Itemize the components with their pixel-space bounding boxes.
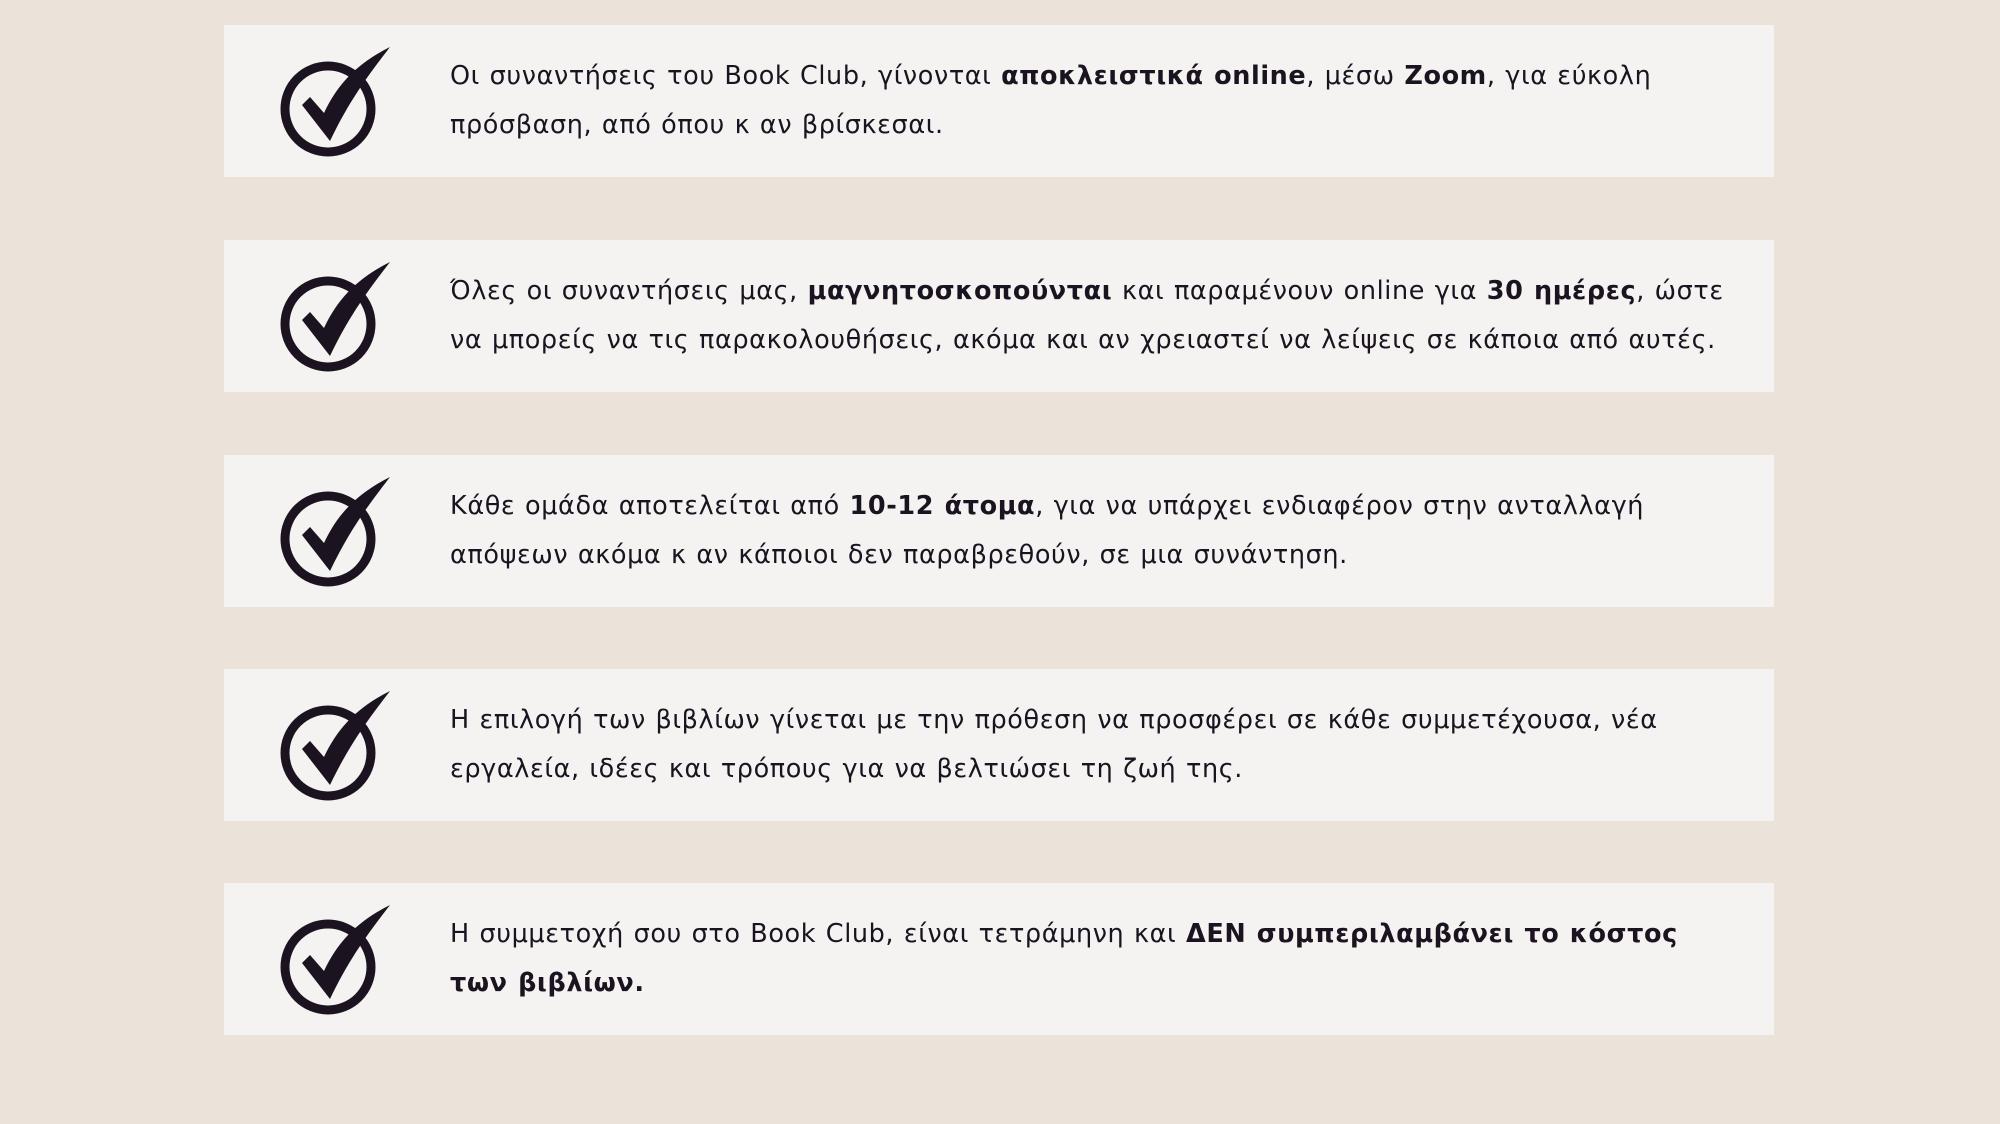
feature-text <box>450 910 1744 1008</box>
check-circle-icon <box>280 477 394 587</box>
feature-card-5 <box>224 883 1774 1035</box>
feature-card-4 <box>224 669 1774 821</box>
text-segment: Η συμμετοχή σου στο Book Club, είναι τετράμηνη και <box>450 919 1186 949</box>
check-circle-icon <box>280 47 394 157</box>
text-segment: , μέσω <box>1306 61 1405 91</box>
feature-card-2 <box>224 240 1774 392</box>
feature-text <box>450 52 1744 150</box>
text-segment: Η επιλογή των βιβλίων γίνεται με την πρόθεση να προσφέρει σε κάθε συμμετέχουσα, νέα εργαλεία, ιδέες και τρόπους για να βελτιώσει τη ζωή της. <box>450 705 1658 784</box>
text-segment: , για να υπάρχει ενδιαφέρον στην ανταλλαγή απόψεων ακόμα κ αν κάποιοι δεν παραβρεθούν, σε μια συνάντηση. <box>450 491 1645 570</box>
bold-text-segment: 30 ημέρες <box>1486 276 1637 306</box>
bold-text-segment: ΔΕΝ συμπεριλαμβάνει το κόστος των βιβλίων. <box>450 919 1678 998</box>
bold-text-segment: μαγνητοσκοπούνται <box>807 276 1113 306</box>
text-segment: , για εύκολη πρόσβαση, από όπου κ αν βρίσκεσαι. <box>450 61 1652 140</box>
feature-card-3 <box>224 455 1774 607</box>
bold-text-segment: Zoom <box>1404 61 1487 91</box>
feature-text <box>450 696 1744 794</box>
bold-text-segment: αποκλειστικά online <box>1001 61 1307 91</box>
text-segment: Οι συναντήσεις του Book Club, γίνονται <box>450 61 1002 91</box>
check-circle-icon <box>280 691 394 801</box>
text-segment: και παραμένουν online για <box>1112 276 1487 306</box>
feature-text <box>450 482 1744 580</box>
text-segment: Κάθε ομάδα αποτελείται από <box>450 491 850 521</box>
feature-text <box>450 267 1744 365</box>
feature-card-1 <box>224 25 1774 177</box>
text-segment: , ώστε να μπορείς να τις παρακολουθήσεις, ακόμα και αν χρειαστεί να λείψεις σε κάποια από αυτές. <box>450 276 1724 355</box>
bold-text-segment: 10-12 άτομα <box>849 491 1036 521</box>
text-segment: Όλες οι συναντήσεις μας, <box>450 276 808 306</box>
check-circle-icon <box>280 905 394 1015</box>
check-circle-icon <box>280 262 394 372</box>
